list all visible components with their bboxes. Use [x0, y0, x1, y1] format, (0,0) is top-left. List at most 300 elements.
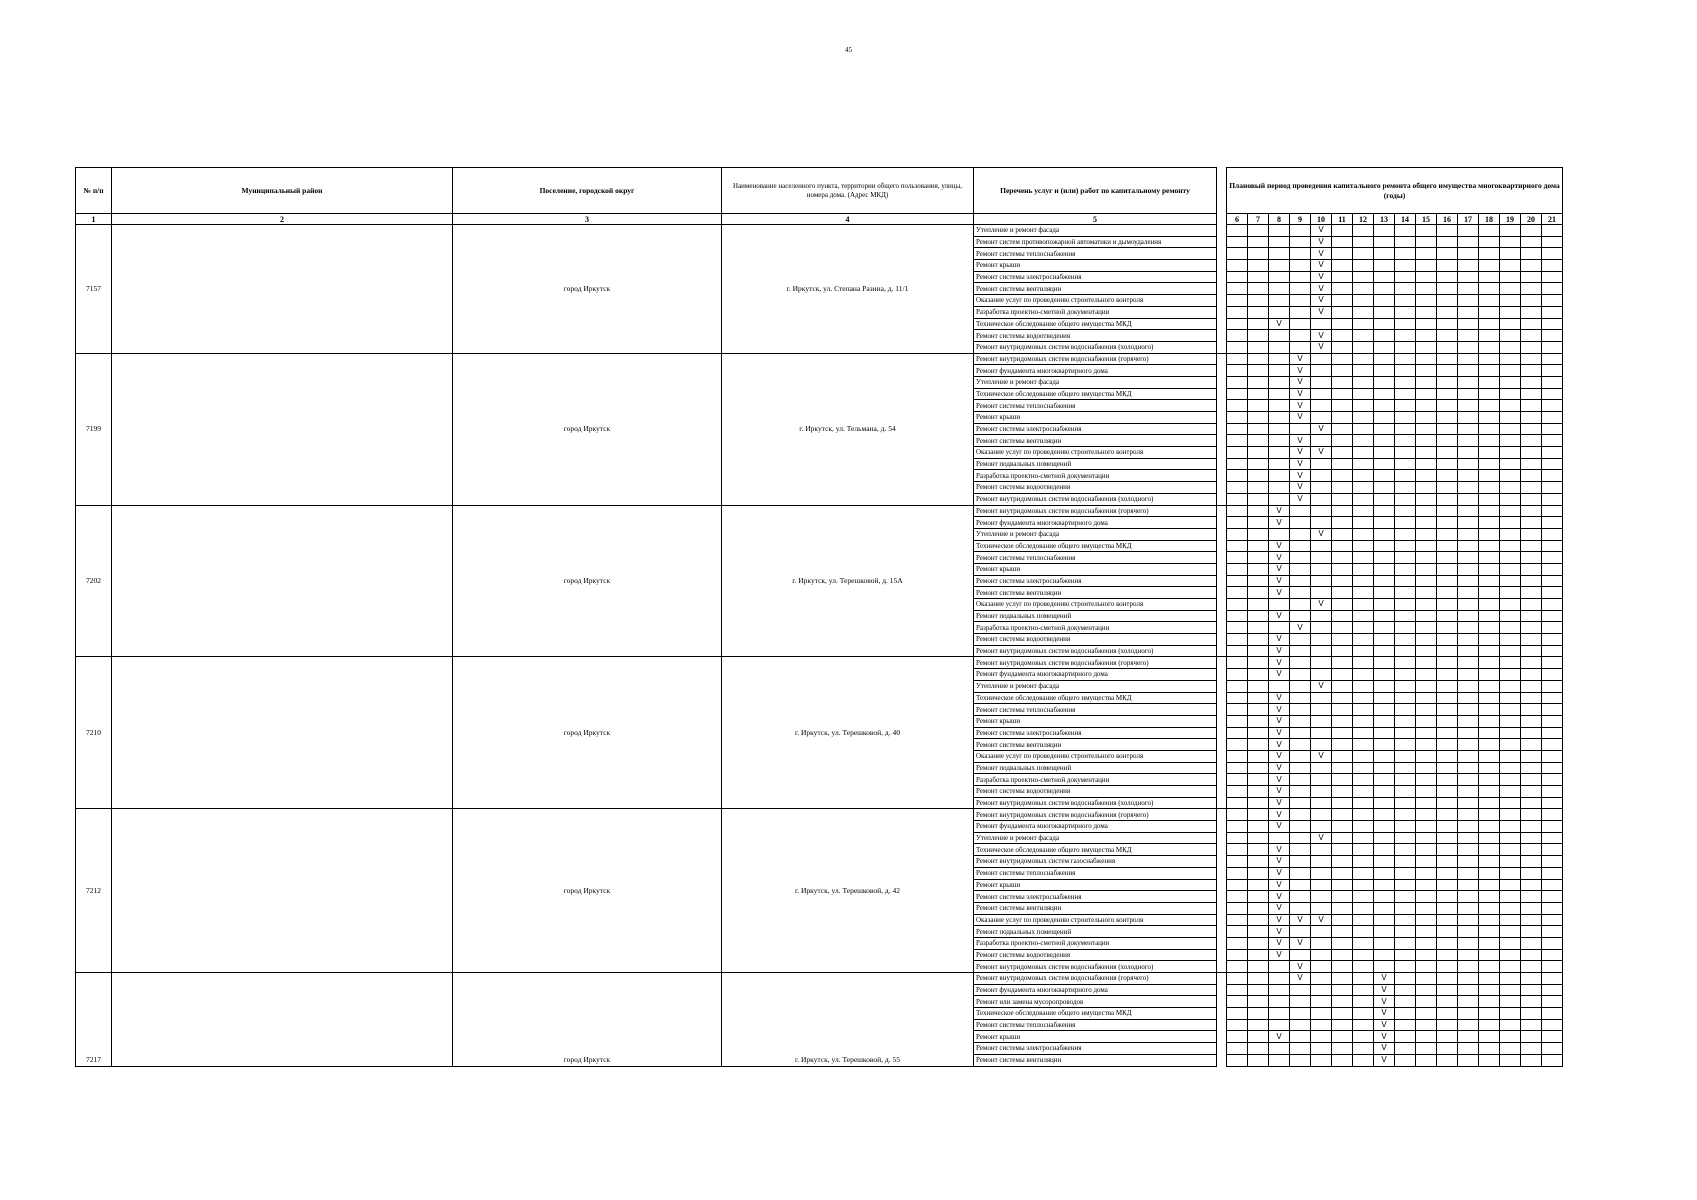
year-cell-14: [1395, 750, 1416, 762]
year-cell-7: [1248, 528, 1269, 540]
year-cell-10: [1311, 786, 1332, 798]
year-cell-8: V: [1269, 867, 1290, 879]
year-cell-13: [1374, 914, 1395, 926]
year-cell-10: [1311, 353, 1332, 365]
year-cell-19: [1500, 844, 1521, 856]
year-cell-11: [1332, 552, 1353, 564]
year-cell-13: [1374, 809, 1395, 821]
year-cell-21: [1542, 622, 1563, 634]
year-cell-10: V: [1311, 832, 1332, 844]
year-cell-14: [1395, 1008, 1416, 1020]
year-cell-19: [1500, 634, 1521, 646]
year-cell-13: [1374, 540, 1395, 552]
year-cell-16: [1437, 949, 1458, 961]
year-cell-18: [1479, 295, 1500, 307]
year-cell-13: [1374, 306, 1395, 318]
year-cell-18: [1479, 470, 1500, 482]
year-cell-16: [1437, 914, 1458, 926]
year-cell-21: [1542, 669, 1563, 681]
year-cell-18: [1479, 1031, 1500, 1043]
year-cell-15: [1416, 1054, 1437, 1066]
year-cell-6: [1227, 926, 1248, 938]
year-cell-9: [1290, 680, 1311, 692]
row-gap: [1217, 914, 1227, 926]
year-cell-7: [1248, 458, 1269, 470]
year-cell-13: [1374, 727, 1395, 739]
year-cell-20: [1521, 727, 1542, 739]
year-cell-10: [1311, 1043, 1332, 1055]
work-item: Оказание услуг по проведению строительного контроля: [974, 295, 1217, 307]
year-cell-6: [1227, 610, 1248, 622]
year-cell-6: [1227, 306, 1248, 318]
year-cell-13: [1374, 645, 1395, 657]
year-cell-12: [1353, 400, 1374, 412]
year-cell-8: V: [1269, 692, 1290, 704]
year-cell-17: [1458, 973, 1479, 985]
row-gap: [1217, 412, 1227, 424]
group-id: 7157: [76, 225, 112, 354]
row-gap: [1217, 680, 1227, 692]
group-district: [112, 505, 453, 657]
year-cell-6: [1227, 493, 1248, 505]
year-cell-16: [1437, 961, 1458, 973]
year-cell-13: [1374, 704, 1395, 716]
row-gap: [1217, 891, 1227, 903]
year-cell-20: [1521, 739, 1542, 751]
year-cell-6: [1227, 341, 1248, 353]
year-cell-6: [1227, 318, 1248, 330]
row-gap: [1217, 961, 1227, 973]
year-cell-19: [1500, 622, 1521, 634]
year-cell-15: [1416, 482, 1437, 494]
year-cell-15: [1416, 914, 1437, 926]
year-cell-16: [1437, 599, 1458, 611]
year-cell-6: [1227, 1054, 1248, 1066]
year-cell-17: [1458, 879, 1479, 891]
year-cell-9: [1290, 563, 1311, 575]
group-address: г. Иркутск, ул. Терешковой, д. 42: [722, 809, 974, 973]
year-cell-6: [1227, 774, 1248, 786]
year-cell-14: [1395, 563, 1416, 575]
year-cell-10: [1311, 984, 1332, 996]
year-cell-11: [1332, 1008, 1353, 1020]
table-row: [76, 809, 1563, 821]
year-cell-8: [1269, 400, 1290, 412]
year-cell-19: [1500, 891, 1521, 903]
year-cell-10: V: [1311, 295, 1332, 307]
year-cell-21: [1542, 482, 1563, 494]
year-cell-14: [1395, 493, 1416, 505]
year-cell-16: [1437, 937, 1458, 949]
year-cell-6: [1227, 435, 1248, 447]
year-cell-7: [1248, 271, 1269, 283]
year-cell-10: [1311, 400, 1332, 412]
year-cell-11: [1332, 400, 1353, 412]
year-cell-19: [1500, 657, 1521, 669]
year-cell-9: [1290, 587, 1311, 599]
year-cell-6: [1227, 821, 1248, 833]
year-cell-7: [1248, 879, 1269, 891]
year-cell-12: [1353, 961, 1374, 973]
year-cell-17: [1458, 248, 1479, 260]
year-cell-13: V: [1374, 984, 1395, 996]
year-cell-14: [1395, 937, 1416, 949]
year-cell-12: [1353, 236, 1374, 248]
year-cell-11: [1332, 715, 1353, 727]
year-cell-21: [1542, 680, 1563, 692]
year-cell-12: [1353, 1008, 1374, 1020]
row-gap: [1217, 844, 1227, 856]
year-cell-10: V: [1311, 236, 1332, 248]
year-cell-20: [1521, 236, 1542, 248]
year-cell-8: [1269, 376, 1290, 388]
year-cell-18: [1479, 973, 1500, 985]
year-cell-9: [1290, 271, 1311, 283]
row-gap: [1217, 540, 1227, 552]
year-cell-8: [1269, 482, 1290, 494]
year-cell-17: [1458, 715, 1479, 727]
year-cell-17: [1458, 961, 1479, 973]
year-cell-6: [1227, 587, 1248, 599]
year-cell-8: V: [1269, 926, 1290, 938]
year-cell-12: [1353, 353, 1374, 365]
year-cell-21: [1542, 1054, 1563, 1066]
year-cell-20: [1521, 447, 1542, 459]
year-cell-6: [1227, 365, 1248, 377]
year-cell-16: [1437, 271, 1458, 283]
year-cell-19: [1500, 528, 1521, 540]
year-cell-7: [1248, 295, 1269, 307]
year-cell-12: [1353, 680, 1374, 692]
year-cell-6: [1227, 388, 1248, 400]
year-cell-21: [1542, 809, 1563, 821]
year-cell-12: [1353, 902, 1374, 914]
year-cell-13: [1374, 236, 1395, 248]
row-gap: [1217, 400, 1227, 412]
year-cell-7: [1248, 914, 1269, 926]
year-cell-7: [1248, 891, 1269, 903]
work-item: Ремонт крыши: [974, 260, 1217, 272]
year-cell-14: [1395, 622, 1416, 634]
year-cell-17: [1458, 353, 1479, 365]
year-cell-7: [1248, 470, 1269, 482]
year-cell-16: [1437, 330, 1458, 342]
year-cell-18: [1479, 680, 1500, 692]
year-cell-10: [1311, 669, 1332, 681]
year-cell-12: [1353, 879, 1374, 891]
year-cell-10: V: [1311, 260, 1332, 272]
year-cell-17: [1458, 505, 1479, 517]
year-cell-16: [1437, 879, 1458, 891]
year-cell-16: [1437, 435, 1458, 447]
work-item: Ремонт внутридомовых систем водоснабжения (горячего): [974, 657, 1217, 669]
group-id: 7199: [76, 353, 112, 505]
year-cell-17: [1458, 587, 1479, 599]
year-cell-7: [1248, 856, 1269, 868]
year-cell-17: [1458, 470, 1479, 482]
year-cell-14: [1395, 727, 1416, 739]
year-cell-12: [1353, 809, 1374, 821]
year-cell-17: [1458, 552, 1479, 564]
year-cell-8: V: [1269, 634, 1290, 646]
year-cell-13: [1374, 739, 1395, 751]
header-num: № п/п: [76, 168, 112, 214]
year-cell-11: [1332, 225, 1353, 237]
year-cell-21: [1542, 376, 1563, 388]
year-cell-10: [1311, 505, 1332, 517]
year-cell-18: [1479, 750, 1500, 762]
year-cell-6: [1227, 902, 1248, 914]
year-cell-14: [1395, 318, 1416, 330]
year-cell-14: [1395, 365, 1416, 377]
year-cell-20: [1521, 1008, 1542, 1020]
year-cell-9: V: [1290, 353, 1311, 365]
year-cell-18: [1479, 926, 1500, 938]
year-cell-11: [1332, 447, 1353, 459]
year-cell-7: [1248, 634, 1269, 646]
year-cell-15: [1416, 1043, 1437, 1055]
year-cell-11: [1332, 1054, 1353, 1066]
year-cell-12: [1353, 669, 1374, 681]
year-cell-21: [1542, 458, 1563, 470]
year-cell-18: [1479, 412, 1500, 424]
year-cell-16: [1437, 412, 1458, 424]
year-cell-9: [1290, 879, 1311, 891]
year-cell-11: [1332, 610, 1353, 622]
work-item: Утепление и ремонт фасада: [974, 225, 1217, 237]
year-cell-12: [1353, 575, 1374, 587]
year-cell-19: [1500, 1054, 1521, 1066]
year-cell-21: [1542, 867, 1563, 879]
year-cell-10: [1311, 973, 1332, 985]
year-cell-18: [1479, 458, 1500, 470]
year-cell-18: [1479, 645, 1500, 657]
year-cell-19: [1500, 809, 1521, 821]
year-cell-20: [1521, 540, 1542, 552]
year-cell-16: [1437, 482, 1458, 494]
year-cell-11: [1332, 493, 1353, 505]
year-cell-12: [1353, 540, 1374, 552]
year-cell-10: [1311, 739, 1332, 751]
year-cell-20: [1521, 610, 1542, 622]
year-cell-18: [1479, 715, 1500, 727]
year-cell-17: [1458, 949, 1479, 961]
year-cell-10: [1311, 540, 1332, 552]
year-cell-18: [1479, 353, 1500, 365]
year-cell-10: [1311, 902, 1332, 914]
year-cell-9: [1290, 891, 1311, 903]
year-cell-17: [1458, 271, 1479, 283]
year-cell-8: V: [1269, 914, 1290, 926]
year-cell-13: [1374, 867, 1395, 879]
year-cell-11: [1332, 458, 1353, 470]
year-cell-16: [1437, 528, 1458, 540]
year-cell-19: [1500, 973, 1521, 985]
work-item: Ремонт системы электроснабжения: [974, 727, 1217, 739]
year-cell-8: V: [1269, 879, 1290, 891]
year-cell-11: [1332, 973, 1353, 985]
year-cell-12: [1353, 867, 1374, 879]
year-cell-12: [1353, 739, 1374, 751]
year-cell-12: [1353, 423, 1374, 435]
year-cell-21: [1542, 575, 1563, 587]
work-item: Оказание услуг по проведению строительного контроля: [974, 750, 1217, 762]
year-cell-21: [1542, 400, 1563, 412]
year-cell-17: [1458, 844, 1479, 856]
year-cell-13: [1374, 493, 1395, 505]
column-number-3: 3: [453, 214, 722, 225]
year-cell-14: [1395, 879, 1416, 891]
year-cell-10: [1311, 552, 1332, 564]
year-cell-20: [1521, 704, 1542, 716]
year-cell-6: [1227, 552, 1248, 564]
year-cell-7: [1248, 260, 1269, 272]
row-gap: [1217, 423, 1227, 435]
work-item: Ремонт внутридомовых систем водоснабжения (холодного): [974, 961, 1217, 973]
table-row: [76, 505, 1563, 517]
year-cell-15: [1416, 563, 1437, 575]
year-cell-13: [1374, 517, 1395, 529]
year-cell-12: [1353, 657, 1374, 669]
year-cell-20: [1521, 1031, 1542, 1043]
row-gap: [1217, 528, 1227, 540]
year-cell-19: [1500, 797, 1521, 809]
year-cell-13: [1374, 318, 1395, 330]
column-number-6: 6: [1227, 214, 1248, 225]
row-gap: [1217, 575, 1227, 587]
year-cell-18: [1479, 762, 1500, 774]
year-cell-16: [1437, 902, 1458, 914]
year-cell-17: [1458, 1031, 1479, 1043]
year-cell-12: [1353, 750, 1374, 762]
year-cell-10: [1311, 493, 1332, 505]
year-cell-15: [1416, 715, 1437, 727]
year-cell-7: [1248, 949, 1269, 961]
row-gap: [1217, 505, 1227, 517]
year-cell-21: [1542, 330, 1563, 342]
group-id: 7210: [76, 657, 112, 809]
year-cell-20: [1521, 996, 1542, 1008]
year-cell-18: [1479, 809, 1500, 821]
year-cell-11: [1332, 1031, 1353, 1043]
year-cell-12: [1353, 715, 1374, 727]
year-cell-15: [1416, 809, 1437, 821]
row-gap: [1217, 353, 1227, 365]
year-cell-16: [1437, 844, 1458, 856]
year-cell-6: [1227, 949, 1248, 961]
year-cell-9: [1290, 832, 1311, 844]
table-row: [76, 657, 1563, 669]
header-gap: [1217, 168, 1227, 214]
year-cell-19: [1500, 493, 1521, 505]
year-cell-20: [1521, 482, 1542, 494]
year-cell-9: [1290, 926, 1311, 938]
row-gap: [1217, 1008, 1227, 1020]
work-item: Ремонт внутридомовых систем водоснабжения (холодного): [974, 645, 1217, 657]
year-cell-14: [1395, 1054, 1416, 1066]
year-cell-6: [1227, 470, 1248, 482]
year-cell-11: [1332, 295, 1353, 307]
year-cell-9: [1290, 505, 1311, 517]
work-item: Техническое обследование общего имущества МКД: [974, 692, 1217, 704]
column-number-row: [76, 214, 1563, 225]
year-cell-19: [1500, 575, 1521, 587]
year-cell-8: V: [1269, 552, 1290, 564]
year-cell-14: [1395, 996, 1416, 1008]
year-cell-14: [1395, 505, 1416, 517]
column-number-8: 8: [1269, 214, 1290, 225]
work-item: Техническое обследование общего имущества МКД: [974, 844, 1217, 856]
year-cell-6: [1227, 634, 1248, 646]
year-cell-13: [1374, 610, 1395, 622]
year-cell-7: [1248, 704, 1269, 716]
year-cell-9: [1290, 295, 1311, 307]
year-cell-18: [1479, 949, 1500, 961]
year-cell-19: [1500, 926, 1521, 938]
year-cell-10: V: [1311, 528, 1332, 540]
year-cell-13: [1374, 435, 1395, 447]
year-cell-16: [1437, 832, 1458, 844]
year-cell-11: [1332, 540, 1353, 552]
capital-repair-schedule-table: [75, 167, 1563, 1067]
year-cell-15: [1416, 400, 1437, 412]
row-gap: [1217, 295, 1227, 307]
year-cell-21: [1542, 1019, 1563, 1031]
year-cell-12: [1353, 774, 1374, 786]
year-cell-12: [1353, 318, 1374, 330]
work-item: Ремонт системы теплоснабжения: [974, 400, 1217, 412]
work-item: Утепление и ремонт фасада: [974, 528, 1217, 540]
year-cell-9: [1290, 996, 1311, 1008]
year-cell-13: [1374, 902, 1395, 914]
row-gap: [1217, 774, 1227, 786]
year-cell-14: [1395, 225, 1416, 237]
year-cell-7: [1248, 645, 1269, 657]
year-cell-8: [1269, 225, 1290, 237]
year-cell-8: [1269, 306, 1290, 318]
year-cell-17: [1458, 388, 1479, 400]
year-cell-16: [1437, 727, 1458, 739]
year-cell-12: [1353, 563, 1374, 575]
year-cell-19: [1500, 587, 1521, 599]
year-cell-9: V: [1290, 493, 1311, 505]
year-cell-13: [1374, 563, 1395, 575]
year-cell-8: [1269, 365, 1290, 377]
year-cell-18: [1479, 879, 1500, 891]
year-cell-8: [1269, 528, 1290, 540]
year-cell-8: V: [1269, 318, 1290, 330]
year-cell-15: [1416, 937, 1437, 949]
year-cell-14: [1395, 634, 1416, 646]
year-cell-16: [1437, 447, 1458, 459]
work-item: Ремонт подвальных помещений: [974, 762, 1217, 774]
year-cell-6: [1227, 236, 1248, 248]
row-gap: [1217, 435, 1227, 447]
year-cell-8: V: [1269, 505, 1290, 517]
year-cell-21: [1542, 470, 1563, 482]
year-cell-16: [1437, 1054, 1458, 1066]
year-cell-18: [1479, 493, 1500, 505]
year-cell-14: [1395, 271, 1416, 283]
year-cell-20: [1521, 388, 1542, 400]
year-cell-16: [1437, 388, 1458, 400]
year-cell-14: [1395, 867, 1416, 879]
schedule-body: [76, 225, 1563, 1067]
year-cell-14: [1395, 283, 1416, 295]
year-cell-9: [1290, 517, 1311, 529]
year-cell-15: [1416, 856, 1437, 868]
year-cell-11: [1332, 260, 1353, 272]
